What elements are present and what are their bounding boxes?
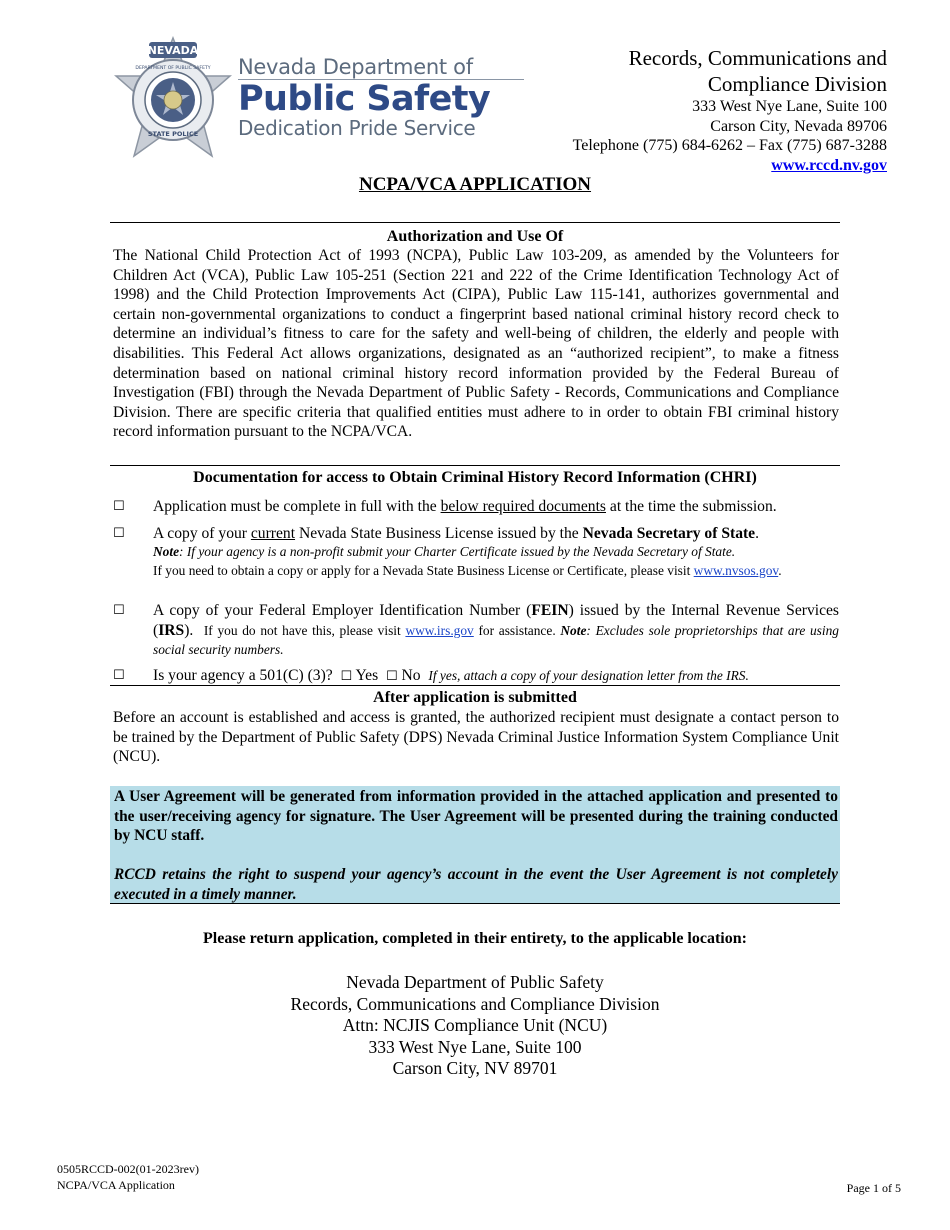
badge-bottom-text: STATE POLICE [147, 130, 199, 138]
wordmark-line1: Nevada Department of [238, 55, 473, 79]
notice-paragraph-2: RCCD retains the right to suspend your agency’s account in the event the User Agreement is not completely executed in a timely manner. [114, 866, 838, 903]
form-id: 0505RCCD-002(01-2023rev) [57, 1162, 199, 1176]
divider [110, 685, 840, 686]
address-line: Carson City, NV 89701 [392, 1058, 558, 1078]
division-name-line2: Compliance Division [707, 72, 887, 96]
after-submission-body: Before an account is established and access is granted, the authorized recipient must designate a contact person to be trained by the Department of Public Safety (DPS) Nevada Criminal Justice Information System Compliance Unit (NCU). [113, 709, 839, 766]
checkbox[interactable]: ☐ [113, 668, 125, 683]
return-address [0, 972, 950, 1080]
checkbox[interactable]: ☐ [113, 499, 125, 514]
form-name: NCPA/VCA Application [57, 1177, 175, 1192]
501c3-note: If yes, attach a copy of your designation letter from the IRS. [428, 668, 749, 683]
requirement-item-complete-application: ☐ Application must be complete in full with the below required documents at the time the submission. [113, 498, 777, 515]
authorization-body: The National Child Protection Act of 1993 (NCPA), Public Law 103-209, as amended by the Volunteers for Children Act (VCA), Public Law 105-251 (Section 221 and 222 of the Crime Identification Technology Act of 1998) and the Child Protection Improvements Act (CIPA), Public Law 115-141, authorizes governmental and certain non-governmental organizations to conduct a fingerprint based national criminal history record check to determine an individual’s fitness to care for the safety and well-being of children, the elderly and people with disabilities. This Federal Act allows organizations, designated as an “authorized recipient”, to make a fitness determination based on national criminal history record information provided by the Federal Bureau of Investigation (FBI) through the Nevada Department of Public Safety - Records, Communications and Compliance Division. There are specific criteria that qualified entities must adhere to in order to obtain FBI criminal history record information pursuant to the NCPA/VCA. [113, 247, 839, 441]
division-name-line1: Records, Communications and [628, 46, 887, 70]
wordmark-line2: Public Safety [238, 79, 491, 119]
badge-ring-text: DEPARTMENT OF PUBLIC SAFETY [135, 66, 211, 71]
nvsos-link[interactable]: www.nvsos.gov [693, 562, 779, 578]
no-checkbox[interactable]: ☐ [385, 669, 398, 684]
address-line: 333 West Nye Lane, Suite 100 [368, 1036, 582, 1057]
yes-checkbox[interactable]: ☐ [340, 669, 353, 684]
notice-paragraph-1: A User Agreement will be generated from information provided in the attached application and presented to the user/receiving agency for signature. The User Agreement will be presented during the training conducted by NCU staff. [114, 788, 838, 845]
requirement-item-501c3 [113, 666, 839, 687]
after-submission-heading: After application is submitted [373, 689, 577, 706]
address-line: Nevada Department of Public Safety [346, 972, 604, 992]
requirement-item-business-license: ☐ A copy of your current Nevada State Business License issued by the Nevada Secretary of State. Note: If your agency is a non-profit submit your Charter Certificate issued by the Nevada Secretary of State. If you need to obtain a copy or apply for a Nevada State Business License or Certificate, please visit www.nvsos.gov. [113, 524, 839, 579]
division-phone-fax: Telephone (775) 684-6262 – Fax (775) 687-3288 [572, 137, 887, 154]
requirement-item-fein: ☐ A copy of your Federal Employer Identification Number (FEIN) issued by the Internal Revenue Services (IRS). If you do not have this, please visit www.irs.gov for assistance. Note: Excludes sole proprietorships that are using social security numbers. [113, 602, 840, 658]
checkbox[interactable]: ☐ [113, 526, 125, 541]
division-contact-block [467, 45, 887, 175]
yes-label: Yes [355, 667, 379, 684]
division-website-link[interactable]: www.rccd.nv.gov [771, 156, 887, 174]
address-line: Records, Communications and Compliance Division [290, 993, 660, 1014]
irs-link[interactable]: www.irs.gov [405, 622, 474, 638]
division-address2: Carson City, Nevada 89706 [710, 117, 887, 135]
page-number: Page 1 of 5 [846, 1181, 901, 1195]
divider [110, 222, 840, 223]
no-label: No [401, 667, 421, 684]
division-address1: 333 West Nye Lane, Suite 100 [692, 98, 887, 115]
address-line: Attn: NCJIS Compliance Unit (NCU) [342, 1015, 608, 1035]
badge-top-text: NEVADA [147, 44, 199, 57]
authorization-heading: Authorization and Use Of [386, 228, 564, 245]
dps-star-badge-logo [112, 36, 234, 160]
footer-form-info [57, 1162, 199, 1193]
return-instructions-heading: Please return application, completed in their entirety, to the applicable location: [203, 930, 747, 947]
user-agreement-notice [110, 786, 840, 904]
page-title: NCPA/VCA APPLICATION [358, 174, 592, 195]
divider [110, 465, 840, 466]
documentation-heading: Documentation for access to Obtain Criminal History Record Information (CHRI) [193, 469, 757, 486]
wordmark-line3: Dedication Pride Service [238, 116, 476, 140]
license-note: Note: If your agency is a non-profit submit your Charter Certificate issued by the Nevada Secretary of State. [153, 543, 736, 559]
501c3-question: Is your agency a 501(C) (3)? [153, 667, 333, 684]
checkbox[interactable]: ☐ [113, 603, 125, 618]
